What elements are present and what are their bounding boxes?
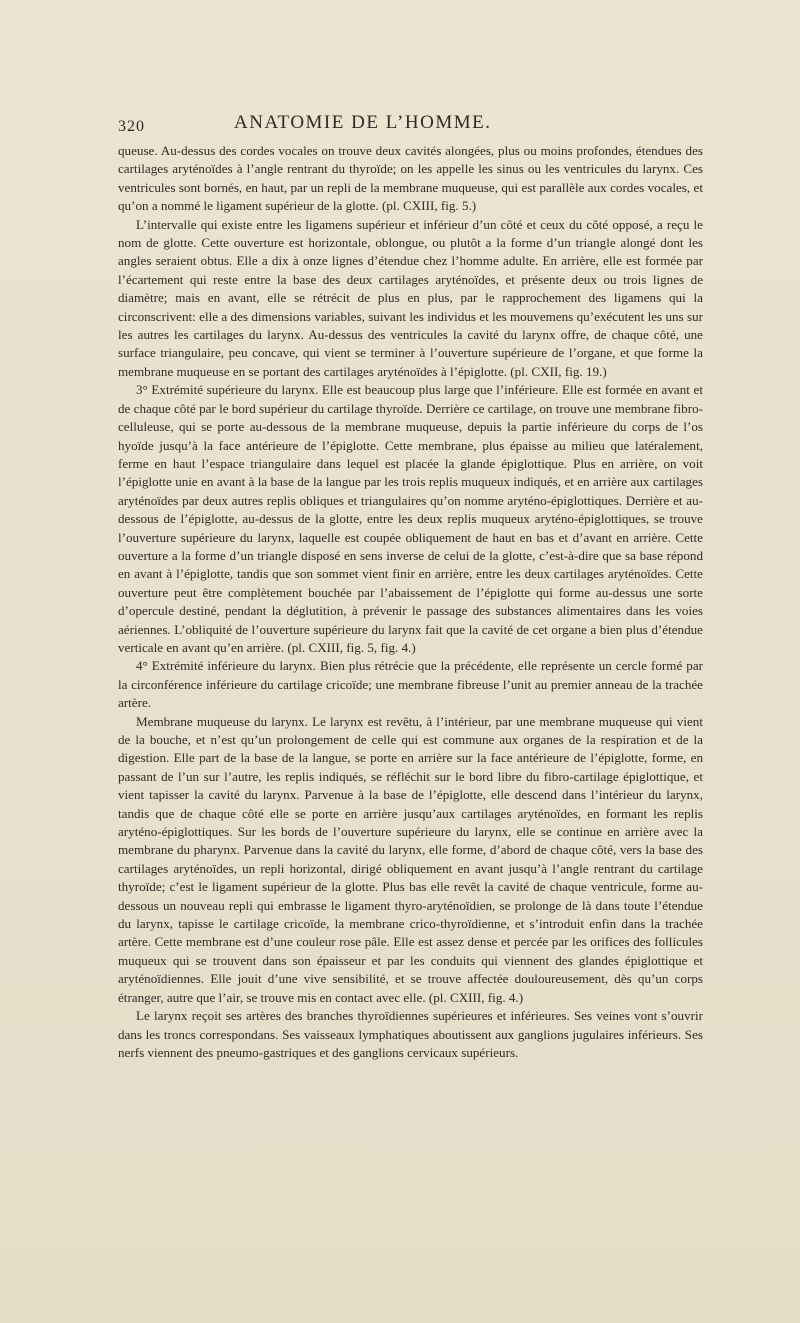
page-number: 320 (118, 118, 145, 135)
paragraph-membrane-muqueuse: Membrane muqueuse du larynx. Le larynx est revêtu, à l’intérieur, par une membrane muqueuse qui vient de la bouche, et n’est qu’un prolongement de celle qui est commune aux organes de la respiration et de la digestion. Elle part de la base de la langue, se porte en arrière sur la face antérieure de l’épiglotte, forme, en passant de l’un sur l’autre, les replis indiqués, se réfléchit sur le bord libre du fibro-cartilage épiglottique, et vient tapisser la cavité du larynx. Parvenue à la base de l’épiglotte, elle descend dans l’intérieur du larynx, tandis que de chaque côté elle se porte en arrière jusqu’aux cartilages aryténoïdes, en formant les replis aryténo-épiglottiques. Sur les bords de l’ouverture supérieure du larynx, elle se continue en arrière avec la membrane du pharynx. Parvenue dans la cavité du larynx, elle forme, d’abord de chaque côté, vers la base des cartilages aryténoïdes, un repli horizontal, dirigé obliquement en avant jusqu’à l’angle rentrant du cartilage thyroïde; c’est le ligament supérieur de la glotte. Plus bas elle revêt la cavité de chaque ventricule, forme au-dessous un nouveau repli qui embrasse le ligament thyro-aryténoïdien, se prolonge de là dans toute l’étendue du larynx, tapisse le cartilage cricoïde, la membrane crico-thyroïdienne, et s’introduit enfin dans la trachée artère. Cette membrane est d’une couleur rose pâle. Elle est assez dense et percée par les orifices des follicules muqueux qui se trouvent dans son épaisseur et par les conduits qui viennent des glandes épiglottique et aryténoïdiennes. Elle jouit d’une vive sensibilité, et se trouve affectée douloureusement, dès qu’un corps étranger, autre que l’air, se trouve mis en contact avec elle. (pl. CXIII, fig. 4.) (118, 713, 703, 1005)
running-head: ANATOMIE DE L’HOMME. (234, 112, 492, 133)
paragraph-extremite-inferieure: 4° Extrémité inférieure du larynx. Bien plus rétrécie que la précédente, elle représente un cercle formé par la circonférence inférieure du cartilage cricoïde; une membrane fibreuse l’unit au premier anneau de la trachée artère. (118, 658, 703, 711)
body-text (118, 142, 703, 1062)
paragraph-glottis-ventricles: queuse. Au-dessus des cordes vocales on trouve deux cavités alongées, plus ou moins profondes, étendues des cartilages aryténoïdes à l’angle rentrant du thyroïde; on les appelle les sinus ou les ventricules du larynx. Ces ventricules sont bornés, en haut, par un repli de la membrane muqueuse, qui est parallèle aux cordes vocales, et qu’on a nommé le ligament supérieur de la glotte. (pl. CXIII, fig. 5.) (118, 143, 703, 214)
paragraph-glotte: L’intervalle qui existe entre les ligamens supérieur et inférieur d’un côté et ceux du côté opposé, a reçu le nom de glotte. Cette ouverture est horizontale, oblongue, ou plutôt a la forme d’un triangle alongé dont les angles seraient obtus. Elle a dix à onze lignes d’étendue chez l’homme adulte. En arrière, elle est formée par l’écartement qui reste entre la base des deux cartilages aryténoïdes, et présente deux ou trois lignes de diamètre; mais en avant, elle se rétrécit de plus en plus, par le rapprochement des ligamens qui la circonscrivent: elle a des dimensions variables, suivant les individus et les mouvemens qu’exécutent les uns sur les autres les cartilages du larynx. Au-dessus des ventricules la cavité du larynx offre, de chaque côté, une surface triangulaire, peu concave, qui vient se terminer à l’ouverture supérieure de l’organe, et que forme la membrane muqueuse en se portant des cartilages aryténoïdes à l’épiglotte. (pl. CXII, fig. 19.) (118, 216, 703, 379)
paragraph-vaisseaux-nerfs: Le larynx reçoit ses artères des branches thyroïdiennes supérieures et inférieures. Ses veines vont s’ouvrir dans les troncs correspondans. Ses vaisseaux lymphatiques aboutissent aux ganglions jugulaires inférieurs. Ses nerfs viennent des pneumo-gastriques et des ganglions cervicaux supérieurs. (118, 1008, 703, 1060)
page-header (118, 112, 712, 142)
paragraph-extremite-superieure: 3° Extrémité supérieure du larynx. Elle est beaucoup plus large que l’inférieure. Elle est formée en avant et de chaque côté par le bord supérieur du cartilage thyroïde. Derrière ce cartilage, on trouve une membrane fibro-celluleuse, qui se porte au-dessous de la membrane muqueuse, depuis la partie inférieure du corps de l’os hyoïde jusqu’à la face antérieure de l’épiglotte. Cette membrane, plus épaisse au milieu que latéralement, ferme en haut l’espace triangulaire dans lequel est placée la glande épiglottique. Plus en arrière, on voit l’épiglotte unie en avant à la base de la langue par les trois replis muqueux indiqués, et en arrière aux cartilages aryténoïdes par deux autres replis obliques et triangulaires qu’on nomme aryténo-épiglottiques. Derrière et au-dessous de l’épiglotte, au-dessus de la glotte, entre les deux replis muqueux aryténo-épiglottiques, se trouve l’ouverture supérieure du larynx, laquelle est coupée obliquement de haut en bas et d’avant en arrière. Cette ouverture a la forme d’un triangle disposé en sens inverse de celui de la glotte, c’est-à-dire que sa base répond en avant à l’épiglotte, tandis que son sommet vient finir en arrière, entre les deux cartilages aryténoïdes. Cette ouverture peut être complètement bouchée par l’abaissement de l’épiglotte qui forme au-dessus une sorte d’opercule destiné, pendant la déglutition, à prévenir le passage des substances alimentaires dans les voies aériennes. L’obliquité de l’ouverture supérieure du larynx fait que la cavité de cet organe a bien plus d’étendue verticale en avant qu’en arrière. (pl. CXIII, fig. 5, fig. 4.) (118, 382, 703, 655)
